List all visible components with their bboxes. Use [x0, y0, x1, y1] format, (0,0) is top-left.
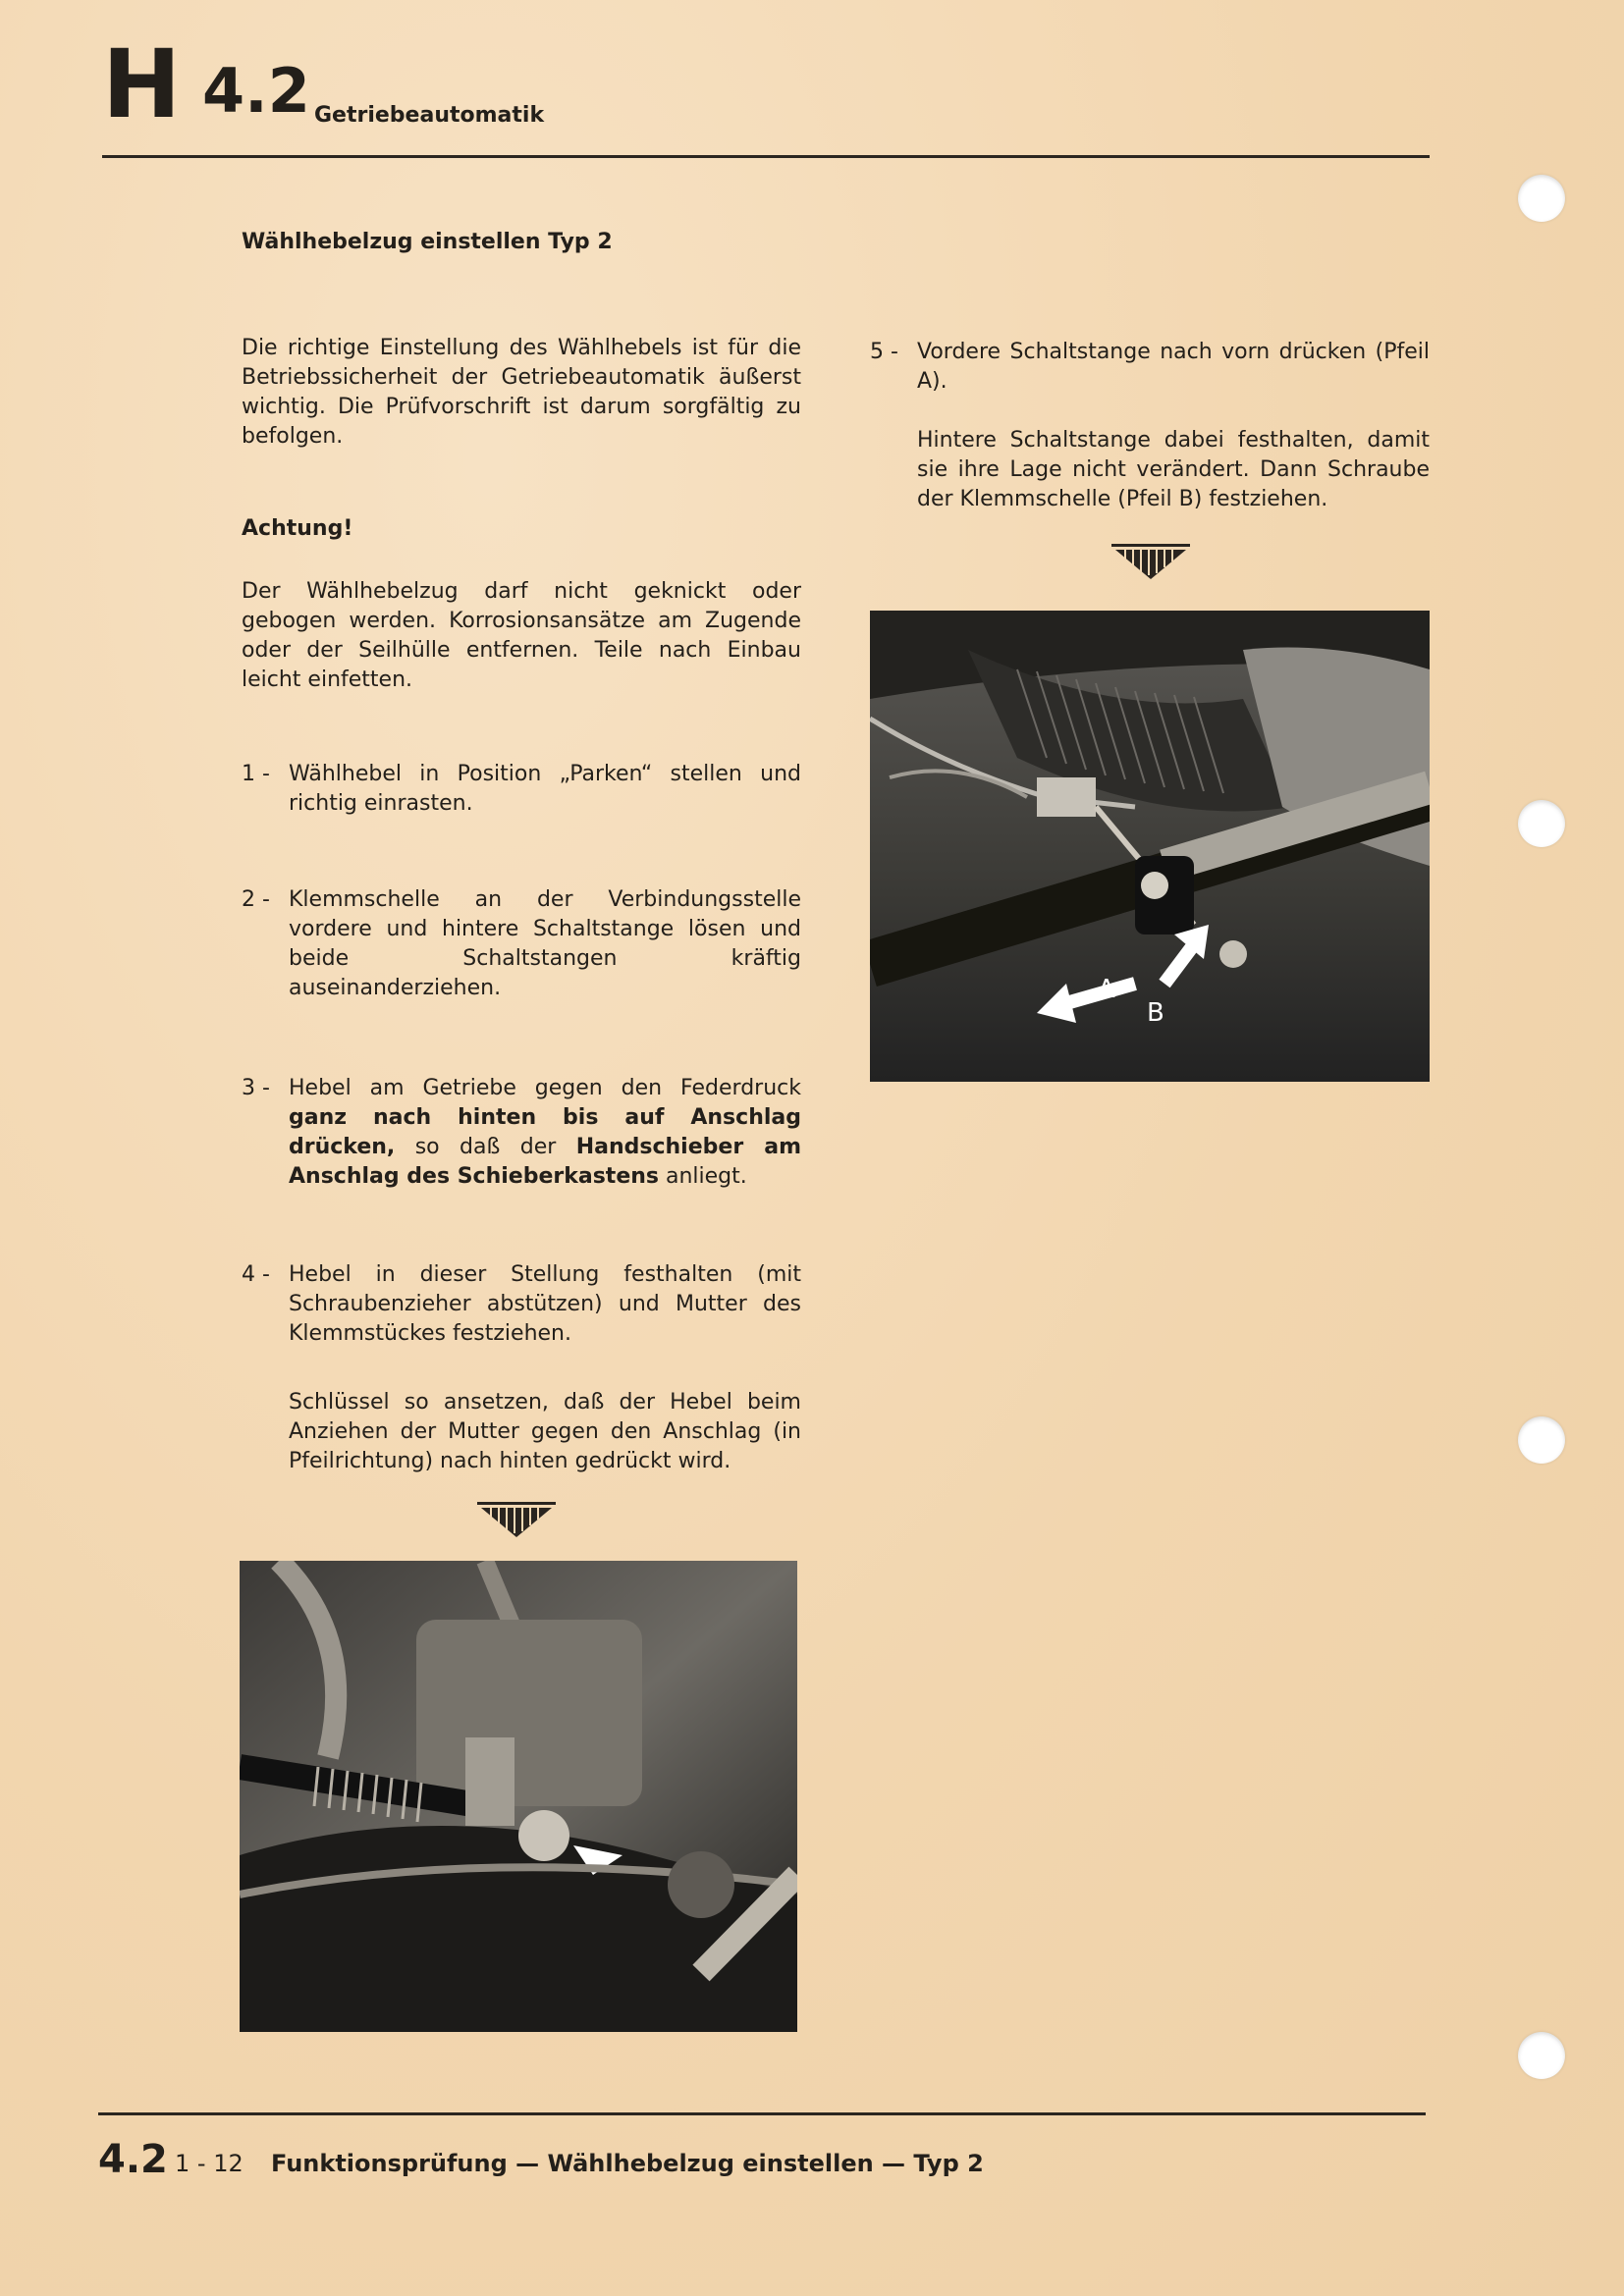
transmission-lever-photo — [240, 1561, 797, 2032]
emphasis: Handschieber am Anschlag des Schieberkastens — [289, 1135, 802, 1189]
step-text: Hebel in dieser Stellung festhalten (mit Schraubenzieher abstützen) und Mutter des Klemmstückes festziehen. — [289, 1262, 801, 1346]
label-b: B — [1147, 998, 1164, 1028]
step-4-note: Schlüssel so ansetzen, daß der Hebel beim Anziehen der Mutter gegen den Anschlag (in Pfeilrichtung) nach hinten gedrückt wird. — [289, 1390, 801, 1473]
step-5-note: Hintere Schaltstange dabei festhalten, damit sie ihre Lage nicht verändert. Dann Schraube der Klemmschelle (Pfeil B) festziehen. — [917, 428, 1430, 511]
step-text: Klemmschelle an der Verbindungsstelle vordere und hintere Schaltstange lösen und beide Schaltstangen kräftig auseinanderziehen. — [289, 887, 801, 1000]
step-2 — [242, 885, 801, 1013]
section-number: 4.2 — [202, 55, 310, 127]
footer-rule — [98, 2112, 1426, 2115]
step-number: 5 - — [870, 340, 898, 364]
down-arrow-icon — [467, 1500, 566, 1539]
binder-hole — [1518, 175, 1565, 222]
warning-title: Achtung! — [242, 516, 353, 541]
shift-rod-clamp-photo — [870, 611, 1430, 1082]
section-letter: H — [102, 29, 180, 139]
footer-title: Funktionsprüfung — Wählhebelzug einstellen — Typ 2 — [271, 2150, 984, 2177]
step-5 — [870, 338, 1430, 406]
footer-page-number: 1 - 12 — [175, 2150, 244, 2177]
warning-text: Der Wählhebelzug darf nicht geknickt oder gebogen werden. Korrosionsansätze am Zugende oder der Seilhülle entfernen. Teile nach Einbau leicht einfetten. — [242, 579, 801, 692]
step-number: 3 - — [242, 1076, 270, 1100]
page-heading: Wählhebelzug einstellen Typ 2 — [242, 230, 613, 254]
binder-hole — [1518, 1416, 1565, 1464]
emphasis: ganz nach hinten bis auf Anschlag drücken, — [289, 1105, 801, 1159]
binder-hole — [1518, 800, 1565, 847]
binder-hole — [1518, 2032, 1565, 2079]
step-text: Wählhebel in Position „Parken“ stellen und richtig einrasten. — [289, 762, 801, 816]
footer-section: 4.2 — [98, 2137, 168, 2182]
step-1 — [242, 760, 801, 828]
label-a: A — [1098, 975, 1115, 1004]
step-text: Vordere Schaltstange nach vorn drücken (Pfeil A). — [917, 340, 1430, 394]
step-4 — [242, 1260, 801, 1359]
step-3 — [242, 1074, 801, 1201]
down-arrow-icon — [1102, 542, 1200, 581]
header-rule — [102, 155, 1430, 158]
step-number: 2 - — [242, 887, 270, 912]
step-number: 1 - — [242, 762, 270, 786]
intro-text: Die richtige Einstellung des Wählhebels ist für die Betriebssicherheit der Getriebeautomatik äußerst wichtig. Die Prüfvorschrift ist darum sorgfältig zu befolgen. — [242, 336, 801, 449]
step-number: 4 - — [242, 1262, 270, 1287]
section-title: Getriebeautomatik — [314, 103, 545, 128]
step-text: Hebel am Getriebe gegen den Federdruck ganz nach hinten bis auf Anschlag drücken, so daß der Handschieber am Anschlag des Schieberkastens anliegt. — [289, 1076, 802, 1189]
